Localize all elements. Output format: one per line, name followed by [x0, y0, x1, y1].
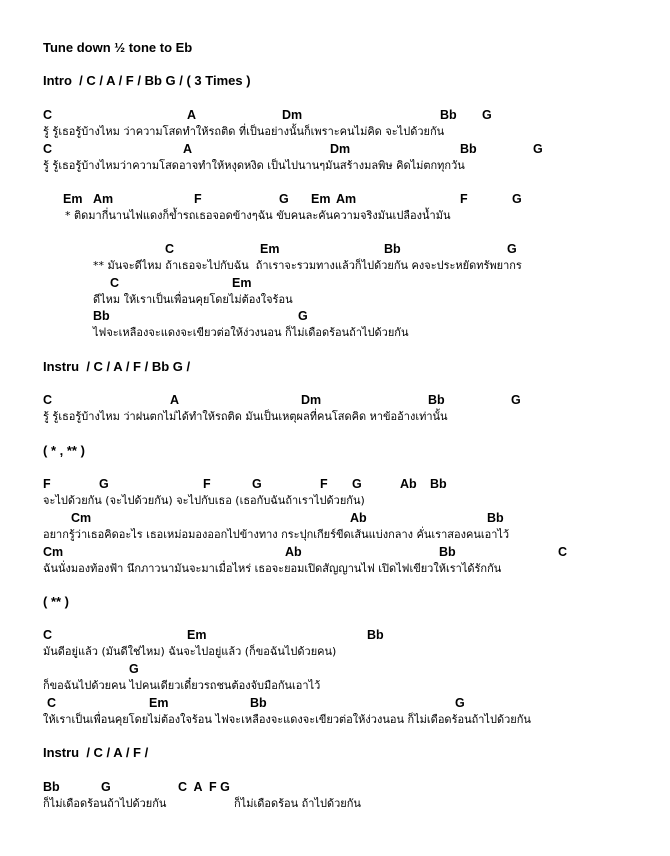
lyric-line: ดีไหม ให้เราเป็นเพื่อนคุยโดยไม่ต้องใจร้อน [93, 293, 293, 306]
chord: Ab [350, 511, 367, 525]
chord: G [99, 477, 109, 491]
lyric-line: ก็ไม่เดือดร้อนถ้าไปด้วยกัน [43, 797, 167, 810]
repeat-marker: ( ** ) [43, 594, 69, 609]
lyric-line: รู้ รู้เธอรู้บ้างไหม ว่าความโสดทำให้รถติด ที่เป็นอย่างนั้นก็เพราะคนไม่คิด จะไปด้วยกัน [43, 125, 445, 138]
chord: Ab [400, 477, 417, 491]
chord: Bb [367, 628, 384, 642]
chord: Am [93, 192, 114, 206]
chord: G [507, 242, 517, 256]
chord: G [129, 662, 139, 676]
lyric-line: มันดีอยู่แล้ว (มันดีใช่ไหม) ฉันจะไปอยู่แล้ว (ก็ขอฉันไปด้วยคน) [43, 645, 337, 658]
chord: A [187, 108, 197, 122]
chord: Bb [428, 393, 445, 407]
chord: G [352, 477, 362, 491]
chord: Bb [384, 242, 401, 256]
chord: G [279, 192, 289, 206]
lyric-line: ไฟจะเหลืองจะแดงจะเขียวต่อให้ง่วงนอน ก็ไม่เดือดร้อนถ้าไปด้วยกัน [93, 326, 409, 339]
chord: Em [311, 192, 331, 206]
chord: Em [149, 696, 169, 710]
chord: Bb [440, 108, 457, 122]
chord: Bb [93, 309, 110, 323]
chord: F [320, 477, 328, 491]
chord: Am [336, 192, 357, 206]
chord: G [533, 142, 543, 156]
chord: G [482, 108, 492, 122]
repeat-marker: ( * , ** ) [43, 443, 85, 458]
tuning-note: Tune down ½ tone to Eb [43, 40, 193, 55]
chord: Em [187, 628, 207, 642]
chord: G [511, 393, 521, 407]
lyric-line: * ติดมากี่นานไฟแดงก็ข้ำรถเธอจอดข้างๆฉัน ขับคนละคันความจริงมันเปลืองน้ำมัน [65, 209, 451, 222]
chord: Bb [430, 477, 447, 491]
chord: Ab [285, 545, 302, 559]
chord: C [43, 142, 53, 156]
chord: C A F G [178, 780, 230, 794]
intro-line: Intro / C / A / F / Bb G / ( 3 Times ) [43, 73, 251, 88]
chord: A [183, 142, 193, 156]
lyric-line: จะไปด้วยกัน (จะไปด้วยกัน) จะไปกับเธอ (เธอกับฉันถ้าเราไปด้วยกัน) [43, 494, 365, 507]
chord: Em [232, 276, 252, 290]
chord: G [298, 309, 308, 323]
chord: Dm [301, 393, 322, 407]
lyric-line: ก็ขอฉันไปด้วยคน ไปคนเดียวเดี๋ยวรถชนต้องจับมือกันเอาไว้ [43, 679, 321, 692]
chord: C [43, 108, 53, 122]
chord: Bb [460, 142, 477, 156]
chord: G [101, 780, 111, 794]
chord: F [43, 477, 51, 491]
chord: G [455, 696, 465, 710]
lyric-line: ให้เราเป็นเพื่อนคุยโดยไม่ต้องใจร้อน ไฟจะเหลืองจะแดงจะเขียวต่อให้ง่วงนอน ก็ไม่เดือดร้อนถ้าไปด้วยกัน [43, 713, 531, 726]
chord: Cm [71, 511, 92, 525]
chord: Dm [330, 142, 351, 156]
chord: Em [63, 192, 83, 206]
instrumental-line: Instru / C / A / F / [43, 745, 149, 760]
lyric-line: ** มันจะดีไหม ถ้าเธอจะไปกับฉัน ถ้าเราจะรวมทางแล้วก็ไปด้วยกัน คงจะประหยัดทรัพยากร [93, 259, 522, 272]
chord: Bb [487, 511, 504, 525]
chord: A [170, 393, 180, 407]
chord: C [558, 545, 568, 559]
chord: Cm [43, 545, 64, 559]
lyric-line: อยากรู้ว่าเธอคิดอะไร เธอเหม่อมองออกไปข้างทาง กระปุกเกียร์ขีดเส้นแบ่งกลาง คั่นเราสองคนเอาไว้ [43, 528, 510, 541]
chord: G [252, 477, 262, 491]
chord: G [512, 192, 522, 206]
chord: Bb [439, 545, 456, 559]
chord: F [203, 477, 211, 491]
chord: C [43, 393, 53, 407]
chord: C [47, 696, 57, 710]
lyric-line: รู้ รู้เธอรู้บ้างไหมว่าความโสดอาจทำให้หงุดหงิด เป็นไปนานๆมันสร้างมลพิษ คิดไม่ตกทุกวัน [43, 159, 465, 172]
chord: F [194, 192, 202, 206]
lyric-line: รู้ รู้เธอรู้บ้างไหม ว่าฝนตกไม่ได้ทำให้รถติด มันเป็นเหตุผลที่คนโสดคิด หาข้ออ้างเท่านั้น [43, 410, 448, 423]
chord: C [110, 276, 120, 290]
chord: Em [260, 242, 280, 256]
chord: Bb [43, 780, 60, 794]
lyric-line: ก็ไม่เดือดร้อน ถ้าไปด้วยกัน [234, 797, 361, 810]
chord: C [165, 242, 175, 256]
instrumental-line: Instru / C / A / F / Bb G / [43, 359, 191, 374]
chord: Bb [250, 696, 267, 710]
chord: Dm [282, 108, 303, 122]
chord: F [460, 192, 468, 206]
lyric-line: ฉันนั่งมองท้องฟ้า นึกภาวนามันจะมาเมื่อไหร่ เธอจะยอมเปิดสัญญานไฟ เปิดไฟเขียวให้เราได้รักกัน [43, 562, 502, 575]
chord: C [43, 628, 53, 642]
